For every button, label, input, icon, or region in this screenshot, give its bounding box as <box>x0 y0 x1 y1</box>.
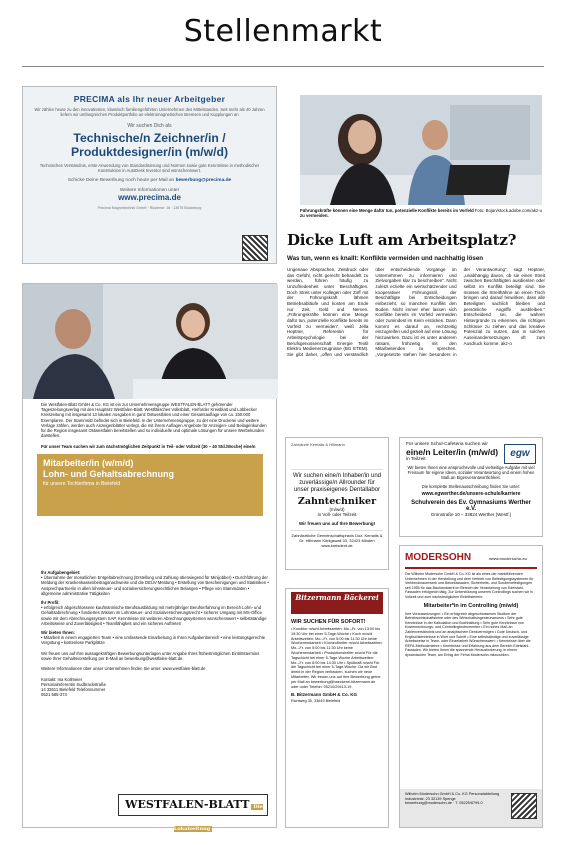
westfalen-zeit: Für unser Team suchen wir zum nächstmöglichen Zeitpunkt in Teil- oder Vollzeit (30 – 40 Std./Woche) eine/n <box>41 443 256 449</box>
header-rule <box>22 66 544 67</box>
article-deck: Was tun, wenn es knallt: Konflikte vermeiden und nachhaltig lösen <box>287 255 484 262</box>
baeckerei-body: • Konditor m/w/d Arbeitszeiten: Mo.–Fr. von 13:00 bis 19:30 Uhr bei einer 5-Tage-Woche • Koch m/w/d Arbeitszeiten: Mo.–Fr. von 5:00 bis 11:30 Uhr keine Wochenendarbeit • Kücheufhelfer m/w/d Arbeitszeiten: Mo.–Fr. von 5:00 bis 11:30 Uhr keine Wochenendarbeit • Produktionshelfer m/w/d Für die Tagschicht bei einer 5-Tage-Woche Arbeitszeiten: Mo.–Fr. von 6:00 bis 14:30 Uhr • Spülkraft m/w/d Für die Tagschicht bei einer 5-Tage-Woche. Da wir Brot direkt in der Region verbacken, suchen wir neue Mitarbeiter. Wir freuen uns auf Ihre Bewerbung gerne per Mail an bewerbung@baeckerei-bitzermann.de oder unter Telefon: 05210/29413-19 <box>291 627 383 689</box>
kreis-mwd: (m/w/d) <box>329 507 345 512</box>
cafe-link[interactable]: www.egwerther.de/unsere-schule/karriere <box>421 490 521 497</box>
westfalen-photo <box>23 284 278 399</box>
westfalen-job-line1: Mitarbeiter/in (w/m/d) <box>43 458 134 468</box>
page-header <box>0 0 566 70</box>
baeckerei-address: Richtweg 35, 33649 Bielefeld <box>291 699 341 704</box>
precima-more: Weitere Informationen unter <box>119 188 180 194</box>
westfalen-job-sub: für unsere Tochterfirma in Bielefeld <box>43 481 121 487</box>
kreis-logo: Zahnärzte Kemalis & Hillmann <box>291 442 383 470</box>
baeckerei-name: B. Bitzermann GmbH & Co. KG <box>291 692 358 698</box>
cafe-link-intro: Die komplette Stellenausschreibung finden Sie unter: <box>421 483 521 489</box>
westfalen-contact: Kontakt: Ina Kollmeier Personalreferentin Sudbrackstraße 14 33611 Bielefeld Telefonnummer 0521 585-374 <box>41 676 106 698</box>
precima-apply: Schicke Deine Bewerbung noch heute per Mail an bewerbung@precima.de <box>67 178 232 184</box>
qr-code-icon <box>242 235 268 261</box>
cafe-body: Wir bieten Ihnen eine anspruchsvolle und vielseitige Aufgabe mit viel Freiraum für eigene Ideen, sozialer Verantwortung und einem hohen Maß an Eigenverantwortlichkeit. <box>407 465 535 481</box>
article-headline: Dicke Luft am Arbeitsplatz? <box>287 231 517 249</box>
precima-logo: PRECIMA als Ihr neuer Arbeitgeber <box>73 94 226 104</box>
westfalen-intro: Die Westfalen-Blatt GmbH & Co. KG ist ein zur Unternehmensgruppe WESTFALEN-BLATT gehörender Tageszeitungsverlag mit den Hauptsitz Westfalen-Blatt, Westfälisches Volksblatt, Herforder Kreisblatt und Lübbecker Kreiszeitung mit insgesamt 13 lokalen Ausgaben in ganz Ostwestfalen und einer Gesamtauflage von ca. 150.000 Exemplaren. Der Stammsitz befindet sich in Bielefeld. In der Unternehmensgruppe, zu der eine Druckerei und weitere Verlage zählen, werden auch Anzeigenblätter verlegt, die mit ihrem Auflagen Angebote für Anzeigen- und Beilagenkunden für die Region insgesamt Ostwestfalen bereitstellen und so individuelle und optimale Lösungen für unsere Werbekunden darstellen. Für unser Team suchen wir zum nächstmöglichen Zeitpunkt in Teil- oder Vollzeit (30 – 40 Std./Woche) eine/n <box>41 402 267 449</box>
kreis-zeit: in Voll- oder Teilzeit <box>317 512 357 518</box>
photo-credit: Foto: Bojan/stock.adobe.com/akz-o <box>474 208 542 213</box>
modersohn-url[interactable]: www.modersohn.eu <box>489 556 527 561</box>
modersohn-body: Ihre Voraussetzungen: • Ein erfolgreich abgeschlossenes Studium der Betriebswirtschaftslehre oder des Wirtschaftsingenieurwesens • Sehr gute Kenntnisse in der Kalkulation und Buchhaltung • Sehr gute Kenntnisse von Kostenrechnungs- und Controllinginstrumenten • Ein hohes Maß an Zahlenverständnis und an analytischem Denkvermögen • Gute Deutsch- und Englischkenntnisse in Wort und Schrift • Eine selbstständige und zuverlässige Arbeitsweise in Team- oder Einzelarbeit Wünschenswert: • Kenntnisse über die REFA-Methodenlehre • Kenntnisse und Erfahrung aus dem Bereich Edelstahl-Fassaden. Wir bieten Ihnen die spannende Herausforderung, in einem dynamischen Team, am Erfolg der Firma Modersohn mitzuwirken. <box>405 611 531 657</box>
precima-url[interactable]: www.precima.de <box>118 193 181 203</box>
qr-code-icon <box>511 793 537 819</box>
modersohn-ad <box>399 545 543 828</box>
egw-logo: egw <box>504 444 536 464</box>
zahntechniker-ad <box>285 437 389 570</box>
modersohn-footer: Wilhelm Modersohn GmbH & Co. KG Personalabteilung Industriestr. 23 32139 Spenge bewerbung@modersohn.de · T. 05225/8799-0 <box>400 789 542 827</box>
kreis-address: Zahnärztliche Gemeinschaftspraxis Doz. Kemalis & Dr. Hillmann Königswall 33, 32423 Minden www.kreisdent.de <box>291 530 383 548</box>
baeckerei-logo: Bitzermann Bäckerei <box>291 592 383 614</box>
precima-job-title: Technische/n Zeichner/in / Produktdesigner/in (m/w/d) <box>70 130 229 159</box>
precima-wir-suchen: Wir suchen Dich als <box>127 122 172 129</box>
cafeteria-ad <box>399 437 543 537</box>
precima-body: Technisches Verständnis, erste Anwendung von Standardisierung und Normen sowie gute Kenntnisse in methodischer Konstruktion in AutoDesk Inventor sind wünschenswert. <box>39 162 260 173</box>
baeckerei-ad <box>285 588 389 828</box>
kreis-title: Zahntechniker <box>297 496 377 507</box>
precima-intro: Wir zählen heute zu den innovativsten, klassisch familiengeführten Unternehmen des Mittelstandes. Seit mehr als 40 Jahren liefern wir umfangreiches Produktportfolio an elektromagnetischen Bremsen und Kupplungen an <box>34 107 265 118</box>
kreis-intro: Wir suchen eine/n Inhaber/in und zuverlässige/n Allrounder für unser praxiseigenes Dentallabor <box>292 473 382 493</box>
cafe-address: Grünstraße 10 – 33824 Werther (Westf.) <box>430 511 512 517</box>
article-photo <box>300 95 542 205</box>
cafe-title: eine/n Leiter/in (m/w/d) <box>406 447 499 457</box>
westfalen-blatt-logo: WESTFALEN-BLATT Die Lokalzeitung <box>118 794 268 816</box>
precima-email[interactable]: bewerbung@precima.de <box>175 178 232 184</box>
article-body: Ungenaue Absprachen, Zeitdruck oder das Gefühl, nicht gerecht behandelt zu werden, führen häufig zu Unzufriedenheit unter Beschäftigten. Doch Streit unter Kollegen oder Zoff mit der Führungskraft lähmen Betriebsabläufe und kosten am Ende nur Zeit, Geld und Nerven. „Führungskräfte können eine Menge dafür tun, potenzielle Konflikte bereits im Vorfeld zu vermeiden“, weiß Jella Heptner, Referentin für Arbeitspsychologie bei der Berufsgenossenschaft Energie Textil Elektro Medienerzeugnisse (BG ETEM). Sie gibt daher, „offen und verständlich über entscheidende Vorgänge im Unternehmen zu informieren und Zielvorgaben klar zu beschreiben“. Nicht zuletzt erzielte ein wertschätzender und kooperativer Führungsstil, der Beschäftigte bei Entscheidungen einbezieht, so manchen Konflikt den Boden. Nicht immer eher lassen sich Konflikte bereits im Vorfeld vermeiden oder zumindest im Keim ersticken. Dann kommt es darauf an, rechtzeitig einzugreifen und gezielt auf eine Lösung hinzuwirken. Dazu ist es unter anderem ratsam, frühzeitig mit den Mitarbeitenden zu sprechen. „Vorgesetzte stehen hier besonders in der Verantwortung“, sagt Heptner, „unabhängig davon, ob sie einen Streit zwischen Beschäftigten ausdienten oder selbst im Konflikt beteiligt sind. Sie müssen die Streithähne an einen Tisch bringen und darauf hinwirken, dass alle Beteiligten sachlich bleiben und persönliche Angriffe ausbleiben.“ Entscheidend sei, die wahren Hintergründe zu erkennen, die richtigen Schlüsse zu ziehen und das kreative Potenzial zu nutzen, das in solchen Auseinandersetzungen oft zum Ausdruck komme. akz-o <box>287 267 545 357</box>
modersohn-title: Mitarbeiter*in im Controlling (m/w/d) <box>423 602 519 609</box>
westfalen-job-banner <box>37 454 263 516</box>
modersohn-logo: MODERSOHN www.modersohn.eu <box>405 549 537 569</box>
westfalen-blatt-ad <box>22 283 277 832</box>
page-title: Stellenmarkt <box>183 14 383 49</box>
westfalen-apply: Wir freuen uns auf Ihre aussagekräftigen Bewerbungsunterlagen unter Angabe Ihres frühestmöglichen Eintrittstermins sowie Ihrer Gehaltsvorstellung per E-Mail an bewerbung@westfalen-blatt.de. <box>41 650 260 662</box>
cafe-sub: in Teilzeit <box>406 457 426 462</box>
westfalen-web: Weitere Informationen über unser Unternehmen finden Sie unter: www.westfalen-blatt.de <box>41 666 206 672</box>
kreis-apply: Wir freuen uns auf Ihre Bewerbung! <box>298 520 376 526</box>
cafe-school: Schulverein des Ev. Gymnasiums Werther e.V. <box>411 499 531 512</box>
baeckerei-title: WIR SUCHEN FÜR SOFORT! <box>291 619 366 625</box>
westfalen-job-line2: Lohn- und Gehaltsabrechnung <box>43 468 174 479</box>
modersohn-intro: Die Wilhelm Modersohn GmbH & Co. KG ist als eines der marktführenden Unternehmen in der Herstellung und dem Vertrieb von Befestigungssystemen für Verblendmauerwerk und Betonfassaden, Sicherheits- und Sonderbefestigungen seit 1955 für das Bauhandwerk im Bereich der Verankerung von Edelstahl-Fassaden erfolgreich tätig. Zur Unterstützung unseres Controllings suchen wir in Vollzeit und zum nächstmöglichen Eintrittstermin: <box>405 572 534 599</box>
precima-ad <box>22 86 277 264</box>
westfalen-details: Ihr Aufgabengebiet: • Übernahme der monatlichen Entgeltabrechnung (Erstellung und Zahlung überwiegend für Minijobber) • Durchführung der Meldung der Krankenkassenbeitragsnachweise und die DEÜV-Meldung • Erstellung von Bescheinigungen und Statistiken • Ansprechpartner/in in allen lohnsteuer- und sozialversicherungsrechtlichen Belangen • Pflege von Stammdaten • allgemeine administrative Tätigkeiten Ihr Profil: • erfolgreich abgeschlossene kaufmännische Berufsausbildung mit mehrjähriger Berufserfahrung im Bereich Lohn- und Gehaltsabrechnung • fundiertes Wissen im Lohnsteuer- und Sozialversicherungsrecht • sicherer Umgang mit MS-Office sowie mit dem Abrechnungssystem SAP, Kenntnisse mit weiteren Abrechnungssystemen wünschenswert • selbstständige Arbeitsweise und Zuverlässigkeit • Teamfähigkeit und ein sicheres Auftreten Wir bieten Ihnen: • Mitarbeit in einem engagierten Team • eine umfassende Einarbeitung in Ihren Aufgabenbereich • eine leistungsgerechte Vergütung • kostenlose Parkplätze Wir freuen uns auf Ihre aussagekräftigen Bewerbungsunterlagen unter Angabe Ihres frühestmöglichen Eintrittstermins sowie Ihrer Gehaltsvorstellung per E-Mail an bewerbung@westfalen-blatt.de. Weitere Informationen über unser Unternehmen finden Sie unter: www.westfalen-blatt.de Kontakt: Ina Kollmeier Personalreferentin Sudbrackstraße 14 33611 Bielefeld Telefonnummer 0521 585-374 <box>41 570 269 698</box>
precima-footer: Precima Magnettechnik GmbH · Rüsterstr. 16 · 13675 Bückeburg <box>97 206 202 211</box>
cafe-intro: Für unsere Schul-Cafeteria suchen wir <box>406 442 488 447</box>
photo-caption: Foto: Bojan/stock.adobe.com/akz-o Führungskräfte können eine Menge dafür tun, potenzielle Konflikte bereits im Vorfeld zu vermeiden. <box>300 208 542 219</box>
